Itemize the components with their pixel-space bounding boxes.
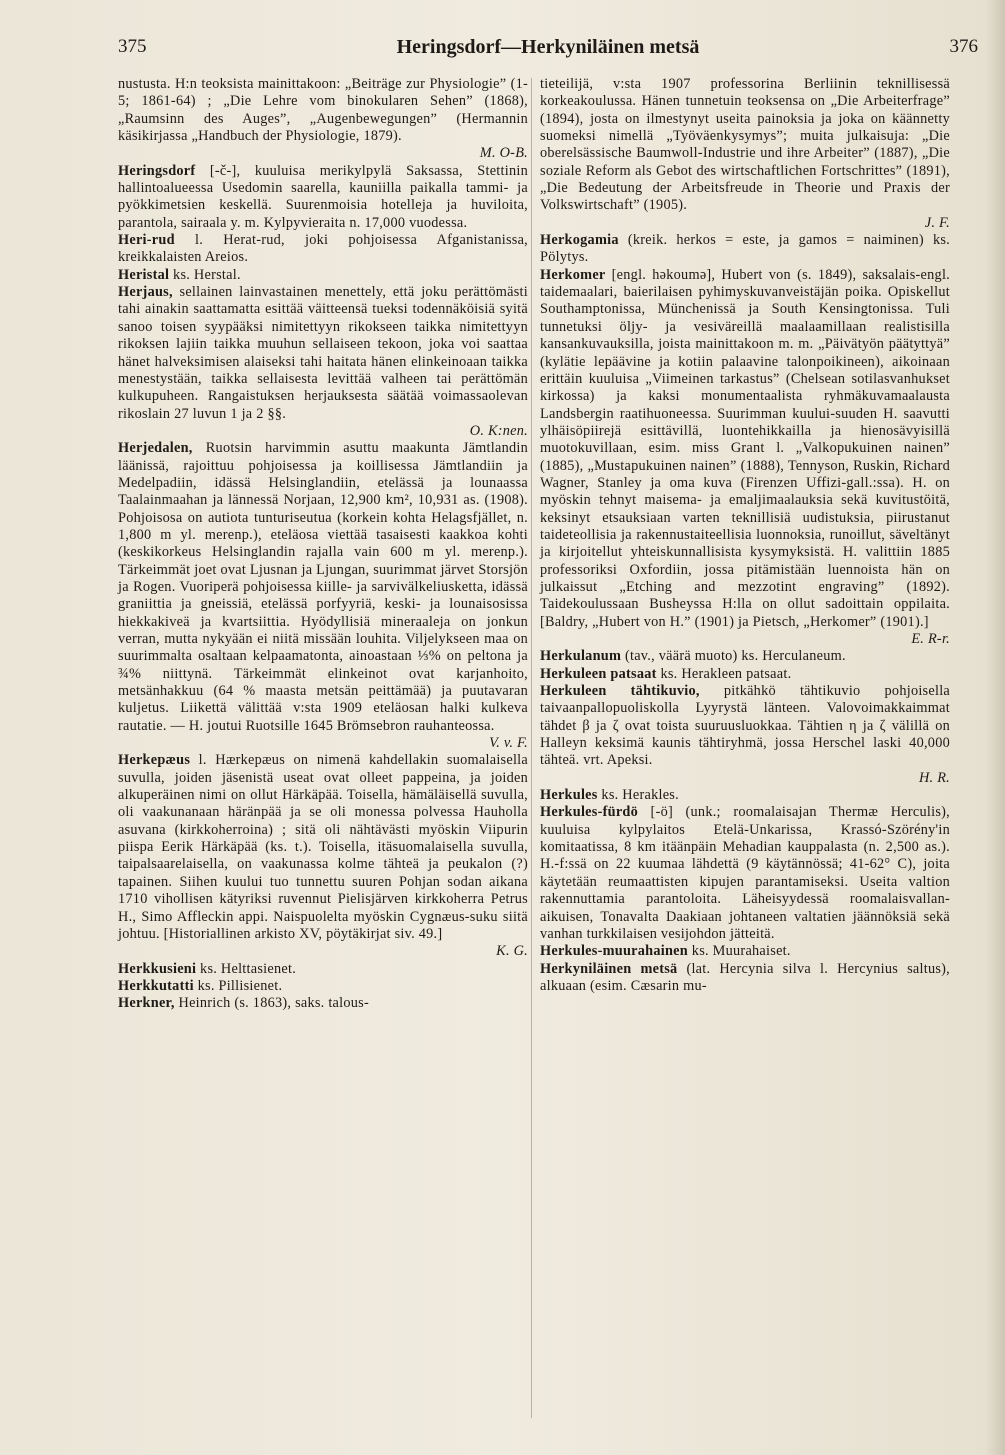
author-signature: H. R.	[918, 769, 950, 786]
encyclopedia-entry	[118, 232, 528, 267]
encyclopedia-entry	[540, 232, 950, 267]
entry-body: [engl. hǝkoumǝ], Hubert von (s. 1849), saksalais-engl. taidemaalari, baierilaisen pyhimyskuvanveistäjän poika. Opiskellut Southamptonissa, Münchenissä ja South Kensingtonissa. Tuli tunnetuksi öljy- ja vesiväreillä maalaamillaan realistisilla kansankuvauksilla, joista mainittakoon m. m. „Päivätyön päätyttyä” (kylätie lepäävine ja kotiin palaavine talonpoikineen), aikoinaan erittäin kuuluisa „Viimeinen tarkastus” (Chelsean sotilasvanhukset kirkossa) ja kaksi monumentaalista ryhmäkuvamaalausta Landsbergin raatihuoneessa. Suurimman kuului-suuden H. saavutti ylhäisöpiirejä esittävillä, luontehikkailla ja hienosävyisillä muotokuvillaan, esim. miss Grant l. „Valkopukuinen nainen” (1885), „Mustapukuinen nainen” (1888), Tennyson, Ruskin, Richard Wagner, Stanley ja oma kuva (Firenzen Uffizi-gall.:ssa). H. on myöskin tehnyt maisema- ja emaljimaalauksia sekä kuvitustöitä, keksinyt etsauksiaan varten teknillisiä uudistuksia, piirustanut taideteollisia ja rakennustaiteellisia luonnoksia, runoillut, säveltänyt ja kirjoitellut yhteiskunnallisista kysymyksistä. H. valittiin 1885 professoriksi Oxfordiin, jossa pitämistään luennoista hän on julkaissut „Etching and mezzotint engraving” (1892). Taidekoulussaan Busheyssa H:lla on ollut sadoittain oppilaita. [Baldry, „Hubert von H.” (1901) ja Pietsch, „Herkomer” (1901).]	[540, 266, 950, 630]
entry-continuation: nustusta. H:n teoksista mainittakoon: „Beiträge zur Physiologie” (1-5; 1861-64) ; „Die Lehre vom binokularen Sehen” (1868), „Raumsinn des Auges”, „Augenbewegungen” (Hermannin käsikirjassa „Handbuch der Physiologie, 1879).	[118, 76, 528, 145]
entry-headword: Herkules-fürdö	[540, 804, 639, 821]
author-signature: V. v. F.	[489, 735, 528, 752]
entry-body: [-ö] (unk.; roomalaisajan Thermæ Herculis), kuuluisa kylpylaitos Etelä-Unkarissa, Krassó-Szörény'in komitaatissa, 8 km itäänpäin Mehadian kauppalasta (n. 2,500 as.). H.-f:ssä on 22 kuumaa lähdettä (9 käytännössä; 41-62° C), joita käytetään reumaattisten kipujen parantamiseksi. Useita valtion rakennuttamia parantoloita. Läheisyydessä roomalaisvallan-aikuisen, Tonavalta Daakiaan johtaneen valtatien jäännöksiä sekä vanhan turkkilaisen vesijohdon jätteitä.	[540, 804, 950, 942]
entry-headword: Herkyniläinen metsä	[540, 960, 678, 977]
entry-headword: Herkkusieni	[118, 960, 197, 977]
encyclopedia-entry	[540, 804, 950, 943]
entry-headword: Herkules-muurahainen	[540, 943, 688, 960]
entry-headword: Herkulanum	[540, 648, 622, 665]
entry-headword: Herkules	[540, 787, 598, 804]
entry-body: ks. Herstal.	[169, 266, 241, 283]
encyclopedia-entry	[118, 961, 528, 978]
right-column	[540, 76, 950, 995]
entry-headword: Herkner,	[118, 995, 175, 1012]
entry-body: l. Herat-rud, joki pohjoisessa Afganistanissa, kreikkalaisten Areios.	[118, 232, 528, 266]
entry-headword: Herkuleen patsaat	[540, 665, 657, 682]
entry-headword: Herkuleen tähtikuvio,	[540, 683, 700, 700]
encyclopedia-entry	[118, 284, 528, 423]
encyclopedia-entry	[118, 752, 528, 943]
encyclopedia-entry	[118, 440, 528, 735]
author-signature: K. G.	[496, 943, 528, 960]
entry-body: sellainen lainvastainen menettely, että joku perättömästi tahi ainakin saattamatta esittää väitteensä tueksi todennäköisiä syitä sanoo toisen syypääksi nimitettyyn rikokseen taikka nimitettyyn rikoksen lajiin taikka muuhun sellaiseen tekoon, joka voi saattaa hänet halveksimisen alaiseksi tahi haitata hänen elinkeinoaan taikka menestystään, taikka sellaisesta levittää valheen tai perättömän kulkupuheen. Rangaistuksen herjauksesta säätää voimassaolevan rikoslain 27 luvun 1 ja 2 §§.	[118, 284, 528, 422]
encyclopedia-entry	[540, 666, 950, 683]
encyclopedia-entry	[118, 163, 528, 232]
entry-body: (lat. Hercynia silva l. Hercynius saltus), alkuaan (esim. Cæsarin mu-	[540, 960, 950, 994]
encyclopedia-entry	[540, 683, 950, 770]
entry-body: ks. Helttasienet.	[196, 960, 297, 977]
entry-body: Heinrich (s. 1863), saks. talous-	[174, 995, 369, 1012]
entry-body: ks. Herakleen patsaat.	[656, 665, 792, 682]
entry-body: ks. Pillisienet.	[193, 977, 283, 994]
left-column	[118, 76, 528, 1013]
entry-body: ks. Muurahaiset.	[687, 943, 791, 960]
encyclopedia-entry	[118, 267, 528, 284]
entry-body: (tav., väärä muoto) ks. Herculaneum.	[621, 648, 846, 665]
page-title: Heringsdorf—Herkyniläinen metsä	[396, 36, 700, 58]
entry-body: ks. Herakles.	[597, 787, 679, 804]
encyclopedia-entry	[540, 961, 950, 996]
entry-continuation: tieteilijä, v:sta 1907 professorina Berliinin teknillisessä korkeakoulussa. Hänen tunnetuin teoksensa on „Die Arbeiterfrage” (1894), josta on ilmestynyt useita painoksia ja joka on käännetty suomeksi nimellä „Työväenkysymys”; muita julkaisuja: „Die oberelsässische Baumwoll-Industrie und ihre Arbeiter” (1887), „Die soziale Reform als Gebot des wirtschaftlichen Fortschrittes” (1891), „Die Bedeutung der Arbeitsfreude in Theorie und Praxis der Volkswirtschaft” (1905).	[540, 76, 950, 214]
entry-headword: Heristal	[118, 266, 170, 283]
page-number-right: 376	[949, 36, 978, 57]
encyclopedia-entry	[540, 267, 950, 631]
entry-headword: Herjedalen,	[118, 440, 193, 457]
entry-headword: Herkogamia	[540, 232, 619, 249]
entry-headword: Heri-rud	[118, 232, 175, 249]
entry-body: Ruotsin harvimmin asuttu maakunta Jämtlandin läänissä, rajoittuu pohjoisessa ja koillisessa Jämtlandiin ja Medelpadiin, idässä Helsinglandiin, etelässä ja lounaassa Taalainmaahan ja lännessä Norjaan, 12,900 km², 10,931 as. (1908). Pohjoisosa on autiota tunturiseutua (korkein kohta Helagsfjället, n. 1,800 m yl. merenp.), eteläosa viettää tasaisesti kaakkoa kohti (keskikorkeus Helsinglandin rajalla vain 600 m yl. merenp.). Tärkeimmät joet ovat Ljusnan ja Ljungan, suurimmat järvet Storsjön ja Rogen. Vuoriperä pohjoisessa kiille- ja sarvivälkeliusketta, idässä graniittia ja gneissiä, etelässä porfyyriä, keski- ja lounaisosissa hiekkakiveä ja kvartsiittia. Hyödyllisiä mineraaleja on jonkun verran, mutta nykyään ei niitä missään louhita. Viljelykseen maa on suurimmalta osaltaan kelpaamatonta, ainoastaan ⅓% on peltona ja ¾% niittynä. Tärkeimmät elinkeinot ovat karjanhoito, metsänhakkuu (64 % maasta metsän peittämää) ja puutavaran kuljetus. Liikettä välittää v:sta 1909 eteläosan halki kulkeva rautatie. — H. joutui Ruotsille 1645 Brömsebron rauhanteossa.	[118, 440, 528, 734]
encyclopedia-entry	[540, 648, 950, 665]
page-edge-shadow	[985, 0, 1005, 1455]
encyclopedia-entry	[118, 995, 528, 1012]
page-header	[118, 36, 978, 62]
author-signature: O. K:nen.	[469, 422, 528, 439]
entry-headword: Herkomer	[540, 266, 606, 283]
author-signature: J. F.	[924, 214, 950, 231]
entry-body: pitkähkö tähtikuvio pohjoisella taivaanpallopuoliskolla Lyyrystä länteen. Valovoimakkaimmat tähdet β ja ζ ovat toista suuruusluokkaa. Tähtien η ja ζ välillä on Halleyn keksimä kaunis tähtiryhmä, jossa Herschel laski 40,000 tähteä. vrt. Apeksi.	[540, 683, 951, 769]
entry-headword: Herkepæus	[118, 752, 191, 769]
author-signature: M. O-B.	[479, 145, 528, 162]
entry-headword: Herkkutatti	[118, 977, 194, 994]
author-signature: E. R-r.	[911, 631, 950, 647]
encyclopedia-entry	[118, 978, 528, 995]
entry-headword: Heringsdorf	[118, 162, 196, 179]
encyclopedia-entry	[540, 943, 950, 960]
entry-body: [-č-], kuuluisa merikylpylä Saksassa, Stettinin hallintoalueessa Usedomin saarella, kauniilla paikalla tammi- ja pyökkimetsien keskellä. Suurenmoisia hotelleja ja huviloita, parantola, sairaala y. m. Kylpyvieraita n. 17,000 vuodessa.	[118, 162, 528, 231]
entry-body: l. Hærkepæus on nimenä kahdellakin suomalaisella suvulla, joiden jäsenistä useat ovat olleet pappeina, ja joiden alkuperäinen nimi on ollut Härkäpää. Toisella, hämäläisellä suvulla, oli vaakunanaan häränpää ja se oli monessa polvessa Hauholla asuvana (kirkkoherroina) ; sitä oli nähtävästi myöskin Viipurin piispa Eerik Härkäpää (ks. t.). Toisella, itäsuomalaisella suvulla, taipalsaarelaisella, on vaakunassa kolme tähteä ja peukalon (?) tapainen. Siihen kuului tuo tunnettu suuren Pohjan sodan aikana 1710 vihollisen kätyriksi ruvennut Pielisjärven kirkkoherra Petrus H., Simo Affleckin appi. Naispuolelta myöskin Cygnæus-suku siitä johtuu. [Historiallinen arkisto XV, pöytäkirjat siv. 49.]	[118, 752, 528, 942]
entry-headword: Herjaus,	[118, 284, 173, 301]
encyclopedia-entry	[540, 787, 950, 804]
page-number-left: 375	[118, 36, 147, 57]
entry-body: (kreik. herkos = este, ja gamos = naiminen) ks. Pölytys.	[540, 232, 950, 266]
column-divider	[531, 78, 532, 1418]
